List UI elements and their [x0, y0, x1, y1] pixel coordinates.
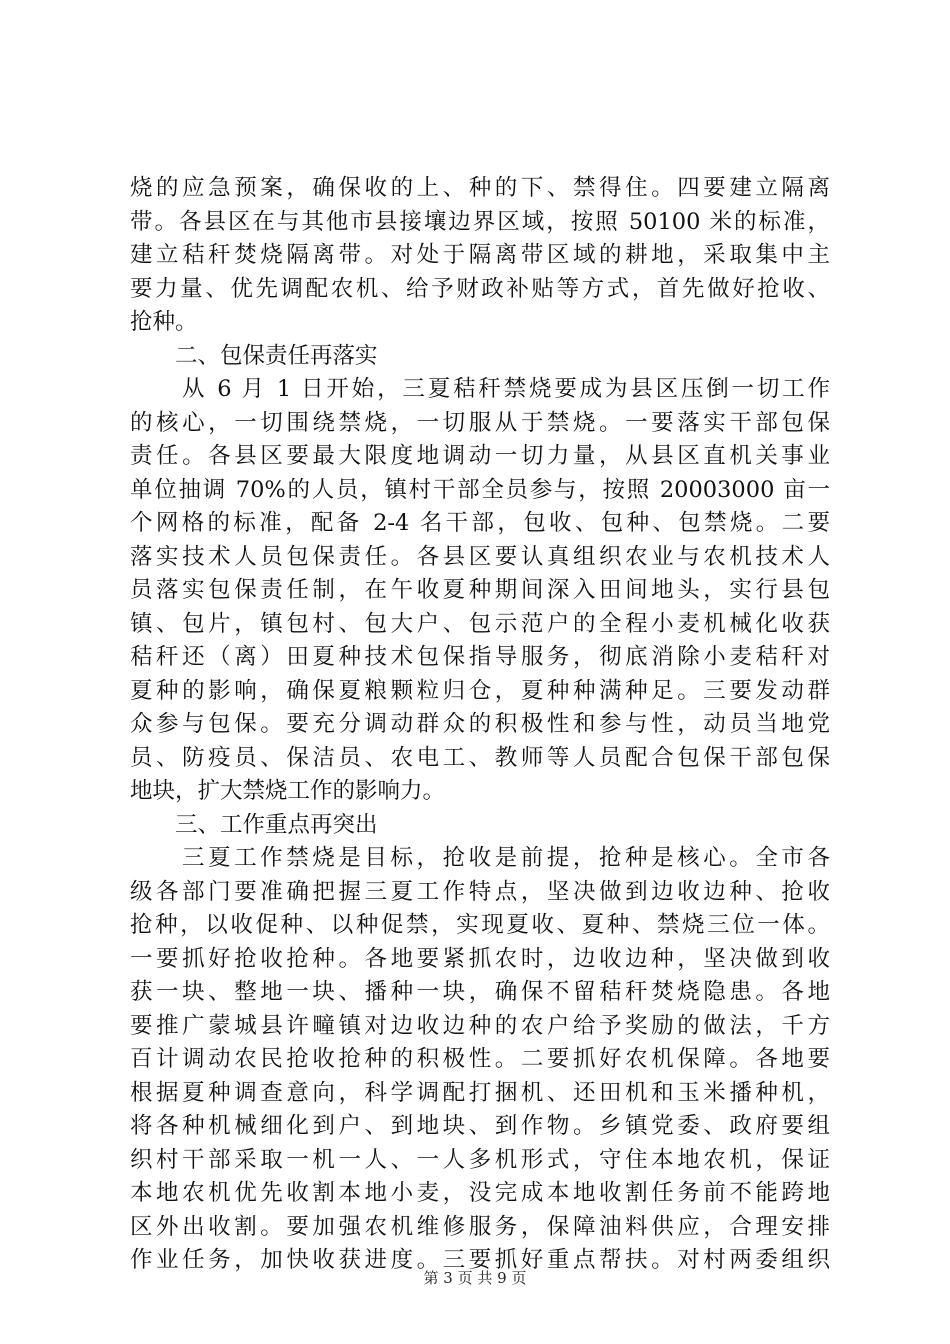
- body-line: 落实技术人员包保责任。各县区要认真组织农业与农机技术人: [130, 543, 830, 570]
- section-heading: 二、包保责任再落实: [175, 342, 378, 369]
- body-line: 的核心，一切围绕禁烧，一切服从于禁烧。一要落实干部包保: [130, 409, 830, 436]
- body-line: 获一块、整地一块、播种一块，确保不留秸秆焚烧隐患。各地: [130, 979, 830, 1005]
- body-line: 一要抓好抢收抢种。各地要紧抓农时，边收边种，坚决做到收: [130, 945, 830, 972]
- body-line: 烧的应急预案，确保收的上、种的下、禁得住。四要建立隔离: [130, 175, 830, 201]
- body-line: 将各种机械细化到户、到地块、到作物。乡镇党委、政府要组: [130, 1113, 830, 1139]
- page-number-footer: 第 3 页 共 9 页: [423, 1269, 527, 1287]
- body-line: 要力量、优先调配农机、给予财政补贴等方式，首先做好抢收、: [130, 275, 830, 302]
- body-line: 地块，扩大禁烧工作的影响力。: [130, 778, 446, 804]
- body-line: 抢种，以收促种、以种促禁，实现夏收、夏种、禁烧三位一体。: [130, 912, 830, 938]
- body-line: 个网格的标准，配备 2-4 名干部，包收、包种、包禁烧。二要: [130, 510, 830, 536]
- body-line: 镇、包片，镇包村、包大户、包示范户的全程小麦机械化收获: [130, 610, 830, 637]
- body-line: 单位抽调 70%的人员，镇村干部全员参与，按照 20003000 亩一: [130, 476, 830, 503]
- body-line: 根据夏种调查意向，科学调配打捆机、还田机和玉米播种机，: [130, 1079, 830, 1106]
- body-line: 区外出收割。要加强农机维修服务，保障油料供应，合理安排: [130, 1213, 830, 1240]
- section-heading: 三、工作重点再突出: [175, 811, 378, 838]
- body-line: 级各部门要准确把握三夏工作特点，坚决做到边收边种、抢收: [130, 878, 830, 905]
- body-line: 建立秸秆焚烧隔离带。对处于隔离带区域的耕地，采取集中主: [130, 242, 830, 268]
- body-line: 责任。各县区要最大限度地调动一切力量，从县区直机关事业: [130, 443, 830, 469]
- body-line: 本地农机优先收割本地小麦，没完成本地收割任务前不能跨地: [130, 1180, 830, 1206]
- body-line: 员落实包保责任制，在午收夏种期间深入田间地头，实行县包: [130, 577, 830, 603]
- body-line: 秸秆还（离）田夏种技术包保指导服务，彻底消除小麦秸秆对: [130, 644, 830, 670]
- body-line: 抢种。: [130, 309, 198, 335]
- body-line: 作业任务，加快收获进度。三要抓好重点帮扶。对村两委组织: [130, 1247, 830, 1273]
- body-line: 员、防疫员、保洁员、农电工、教师等人员配合包保干部包保: [130, 744, 830, 771]
- body-line: 百计调动农民抢收抢种的积极性。二要抓好农机保障。各地要: [130, 1046, 830, 1072]
- document-body: [130, 172, 830, 1278]
- body-line: 要推广蒙城县许疃镇对边收边种的农户给予奖励的做法，千方: [130, 1012, 830, 1039]
- body-line: 织村干部采取一机一人、一人多机形式，守住本地农机，保证: [130, 1146, 830, 1173]
- paragraph-first-line: 三夏工作禁烧是目标，抢收是前提，抢种是核心。全市各: [182, 845, 830, 871]
- paragraph-first-line: 从 6 月 1 日开始，三夏秸秆禁烧要成为县区压倒一切工作: [182, 376, 830, 402]
- body-line: 众参与包保。要充分调动群众的积极性和参与性，动员当地党: [130, 711, 830, 737]
- body-line: 夏种的影响，确保夏粮颗粒归仓，夏种种满种足。三要发动群: [130, 677, 830, 704]
- body-line: 带。各县区在与其他市县接壤边界区域，按照 50100 米的标准，: [130, 208, 830, 235]
